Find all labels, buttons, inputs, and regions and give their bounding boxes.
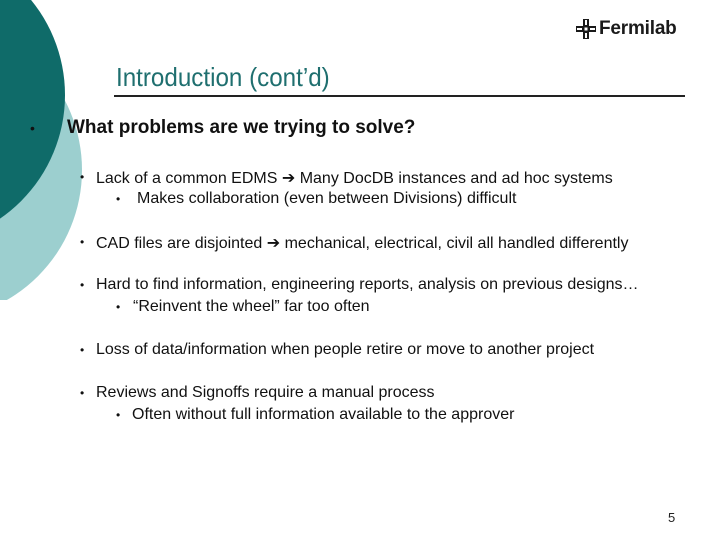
- main-bullet-text: What problems are we trying to solve?: [67, 117, 416, 138]
- logo-text: Fermilab: [599, 18, 677, 39]
- page-number: 5: [668, 510, 676, 525]
- bullet-icon: •: [116, 192, 121, 206]
- bullet-icon: •: [116, 408, 121, 422]
- list-item-text: Reviews and Signoffs require a manual process: [96, 384, 435, 401]
- decorative-circles: [0, 0, 120, 300]
- sub-list-item-text: Often without full information available to the approver: [132, 406, 515, 423]
- list-item-text: CAD files are disjointed ➔ mechanical, electrical, civil all handled differently: [96, 235, 629, 252]
- bullet-icon: •: [80, 278, 85, 292]
- bullet-icon: •: [116, 300, 121, 314]
- fermilab-mark-icon: [576, 19, 596, 39]
- bullet-icon: •: [80, 170, 85, 184]
- title-underline: [114, 95, 685, 97]
- slide-title: Introduction (cont’d): [116, 62, 330, 92]
- bullet-icon: •: [30, 120, 35, 136]
- arrow-right-icon: ➔: [281, 170, 296, 187]
- arrow-right-icon: ➔: [266, 235, 281, 252]
- bullet-icon: •: [80, 343, 85, 357]
- list-item-text: Lack of a common EDMS ➔ Many DocDB instances and ad hoc systems: [96, 170, 613, 187]
- bullet-icon: •: [80, 386, 85, 400]
- list-item-text: Loss of data/information when people retire or move to another project: [96, 341, 595, 358]
- bullet-icon: •: [80, 235, 85, 249]
- sub-list-item-text: “Reinvent the wheel” far too often: [133, 298, 370, 315]
- sub-list-item-text: Makes collaboration (even between Divisions) difficult: [137, 190, 517, 207]
- fermilab-logo: [576, 16, 677, 42]
- list-item-text: Hard to find information, engineering reports, analysis on previous designs…: [96, 276, 639, 293]
